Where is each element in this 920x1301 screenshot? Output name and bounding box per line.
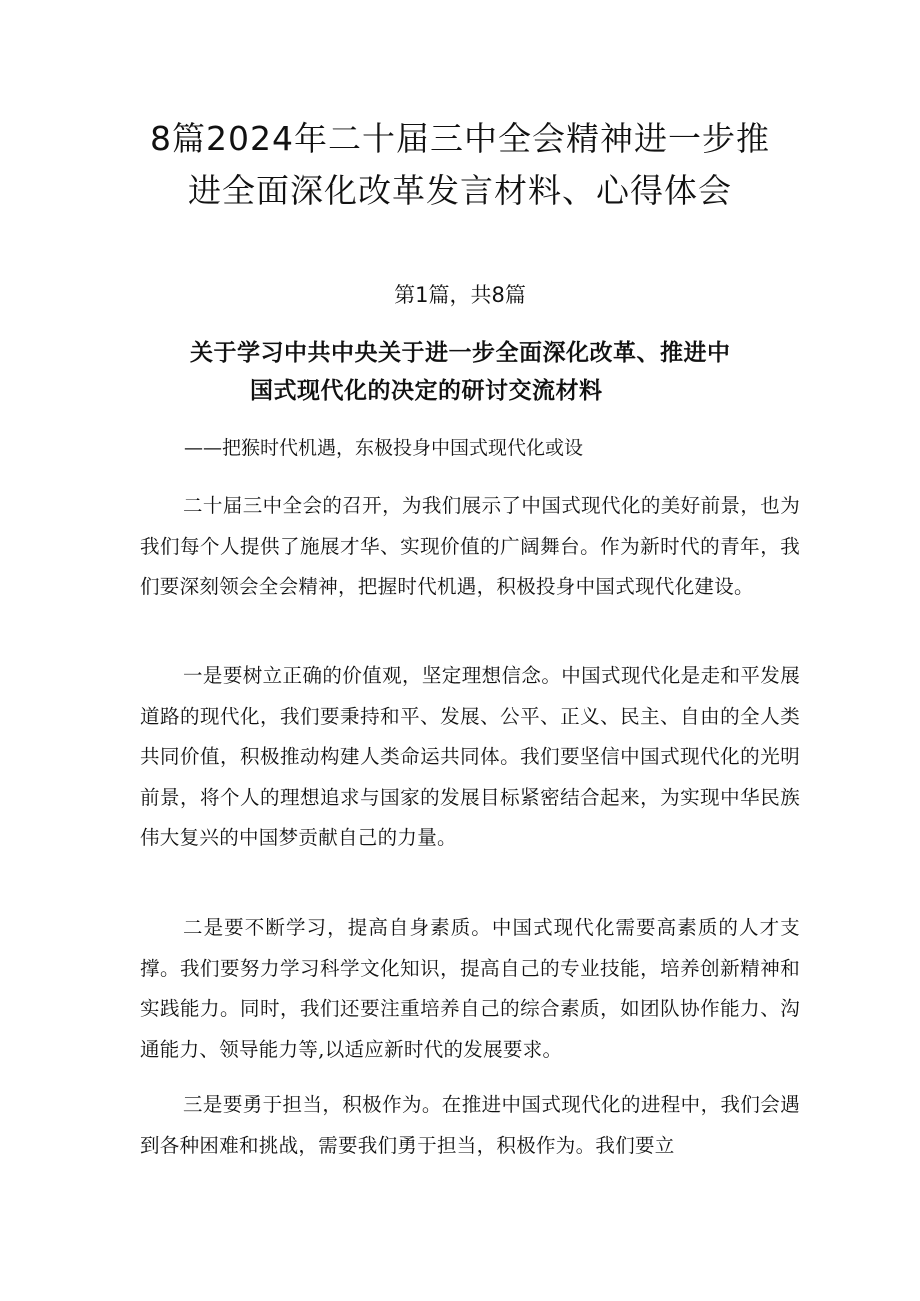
part-label: 第1篇，共8篇: [394, 283, 526, 307]
subtitle-line-1: 关于学习中共中央关于进一步全面深化改革、推进中: [190, 339, 731, 366]
subtitle-line-2: 国式现代化的决定的研讨交流材料: [250, 377, 603, 404]
document-title: 8篇2024年二十届三中全会精神进一步推进全面深化改革发言材料、心得体会: [150, 119, 770, 210]
article-tagline: ——把猴时代机遇，东极投身中国式现代化或设: [184, 437, 584, 459]
body-paragraph-3: 二是要不断学习，提高自身素质。中国式现代化需要高素质的人才支撑。我们要努力学习科学文化知识，提高自己的专业技能，培养创新精神和实践能力。同时，我们还要注重培养自己的综合素质，如团队协作能力、沟通能力、领导能力等,以适应新时代的发展要求。: [140, 916, 800, 1061]
body-paragraph-4: 三是要勇于担当，积极作为。在推进中国式现代化的进程中，我们会遇到各种困难和挑战，需要我们勇于担当，积极作为。我们要立: [140, 1093, 800, 1157]
article-subtitle: [190, 334, 800, 410]
body-paragraph-1: 二十届三中全会的召开，为我们展示了中国式现代化的美好前景，也为我们每个人提供了施展才华、实现价值的广阔舞台。作为新时代的青年，我们要深刻领会全会精神，把握时代机遇，积极投身中国式现代化建设。: [140, 494, 800, 598]
body-paragraph-2: 一是要树立正确的价值观，坚定理想信念。中国式现代化是走和平发展道路的现代化，我们要秉持和平、发展、公平、正义、民主、自由的全人类共同价值，积极推动构建人类命运共同体。我们要坚信中国式现代化的光明前景，将个人的理想追求与国家的发展目标紧密结合起来，为实现中华民族伟大复兴的中国梦贡献自己的力量。: [140, 664, 800, 849]
